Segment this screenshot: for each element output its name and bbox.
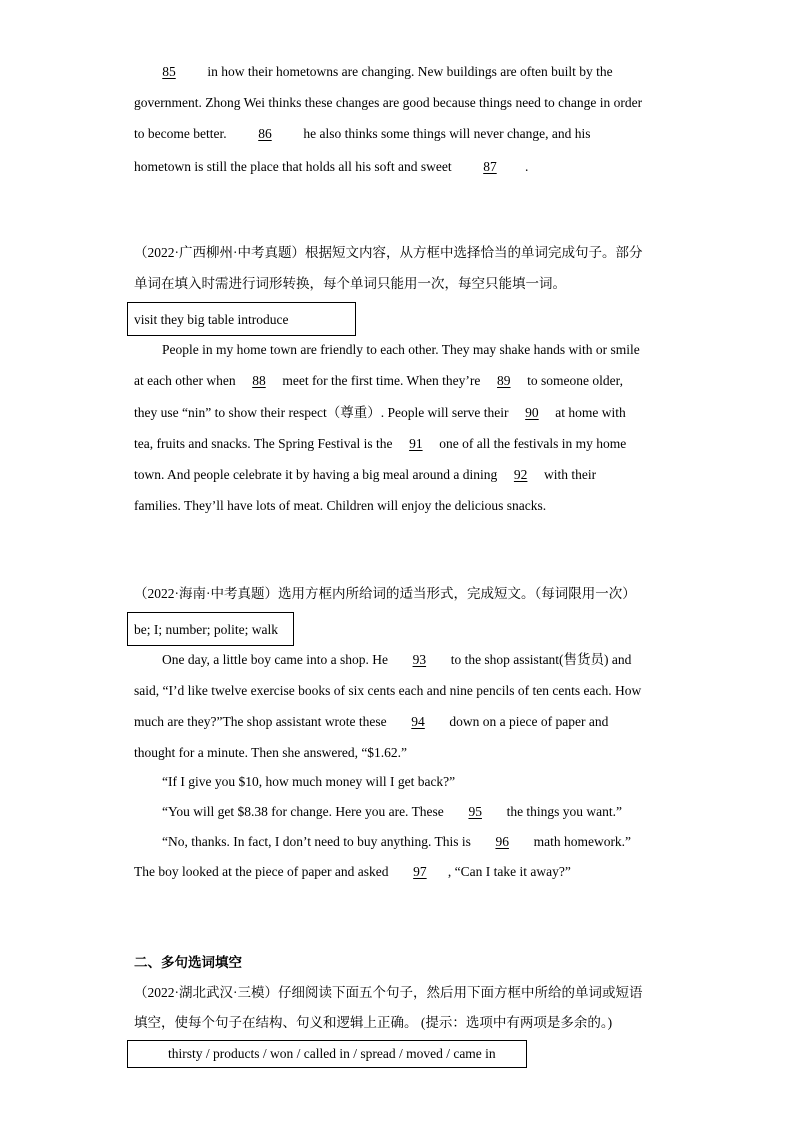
text: “You will get $8.38 for change. Here you are. These [162, 804, 448, 819]
section2-line6: families. They’ll have lots of meat. Children will enjoy the delicious snacks. [134, 498, 547, 513]
passage1-line3 [134, 124, 591, 144]
text: the things you want.” [503, 804, 623, 819]
section4-intro-line1: （2022·湖北武汉·三模）仔细阅读下面五个句子，然后用下面方框中所给的单词或短语 [134, 985, 643, 1000]
text: down on a piece of paper and [446, 714, 609, 729]
section3-line2: said, “I’d like twelve exercise books of six cents each and nine pencils of ten cents each. How [134, 683, 642, 698]
section2-line3 [134, 403, 626, 423]
text: , “Can I take it away?” [447, 864, 571, 879]
section2-intro-line1: （2022·广西柳州·中考真题）根据短文内容，从方框中选择恰当的单词完成句子。部分 [134, 245, 643, 260]
section3-line7 [162, 832, 631, 852]
text: math homework.” [530, 834, 632, 849]
text: government. Zhong Wei thinks these changes are good because things need to change in order [134, 95, 643, 110]
passage1-line2 [134, 93, 642, 113]
blank-91[interactable]: 91 [409, 436, 423, 451]
text: The boy looked at the piece of paper and asked [134, 864, 392, 879]
text: town. And people celebrate it by having a big meal around a dining [134, 467, 501, 482]
text: One day, a little boy came into a shop. He [162, 652, 392, 667]
section2-word-box [127, 302, 356, 336]
section2-line4 [134, 434, 626, 454]
text: he also thinks some things will never change, and his [299, 126, 591, 141]
section2-line5 [134, 465, 596, 485]
text: with their [540, 467, 597, 482]
text: at each other when [134, 373, 239, 388]
blank-96[interactable]: 96 [495, 834, 509, 849]
text: much are they?”The shop assistant wrote these [134, 714, 391, 729]
word-box-text: visit they big table introduce [134, 312, 289, 327]
text: hometown is still the place that holds all his soft and sweet [134, 159, 455, 174]
passage1-line4 [134, 157, 528, 177]
blank-88[interactable]: 88 [252, 373, 266, 388]
blank-87[interactable]: 87 [483, 159, 497, 174]
text: meet for the first time. When they’re [278, 373, 484, 388]
blank-92[interactable]: 92 [513, 467, 528, 482]
text: they use “nin” to show their respect（尊重）. People will serve their [134, 405, 512, 420]
text: tea, fruits and snacks. The Spring Festival is the [134, 436, 396, 451]
section4-word-box [127, 1040, 527, 1068]
section3-intro: （2022·海南·中考真题）选用方框内所给词的适当形式，完成短文。（每词限用一次） [134, 586, 636, 601]
section3-line8 [134, 862, 571, 882]
text: to the shop assistant(售货员) and [447, 652, 632, 667]
passage1-line1 [134, 62, 613, 82]
text: at home with [551, 405, 626, 420]
section3-line1 [162, 650, 631, 670]
word-box-text: thirsty / products / won / called in / spread / moved / came in [168, 1046, 496, 1061]
section2-line1: People in my home town are friendly to each other. They may shake hands with or smile [162, 342, 640, 357]
section3-word-box [127, 612, 294, 646]
text: “No, thanks. In fact, I don’t need to buy anything. This is [162, 834, 475, 849]
section4-intro-line2: 填空，使每个句子在结构、句义和逻辑上正确。 (提示：选项中有两项是多余的。) [134, 1015, 613, 1030]
blank-95[interactable]: 95 [468, 804, 482, 819]
text: in how their hometowns are changing. New buildings are often built by the [204, 64, 613, 79]
section3-line5: “If I give you $10, how much money will I get back?” [162, 774, 456, 789]
blank-85[interactable]: 85 [162, 64, 176, 79]
blank-90[interactable]: 90 [525, 405, 539, 420]
text: one of all the festivals in my home [435, 436, 627, 451]
blank-97[interactable]: 97 [413, 864, 427, 879]
blank-94[interactable]: 94 [411, 714, 425, 729]
section2-line2 [134, 371, 623, 391]
section4-heading: 二、多句选词填空 [134, 955, 242, 971]
text: to someone older, [523, 373, 623, 388]
section3-line6 [162, 802, 622, 822]
word-box-text: be; I; number; polite; walk [134, 622, 278, 637]
blank-93[interactable]: 93 [412, 652, 427, 667]
blank-86[interactable]: 86 [258, 126, 272, 141]
blank-89[interactable]: 89 [497, 373, 511, 388]
text: to become better. [134, 126, 230, 141]
section3-line3 [134, 712, 608, 732]
section2-intro-line2: 单词在填入时需进行词形转换，每个单词只能用一次，每空只能填一词。 [134, 276, 566, 291]
section3-line4: thought for a minute. Then she answered, “$1.62.” [134, 745, 408, 760]
text: . [524, 159, 529, 174]
